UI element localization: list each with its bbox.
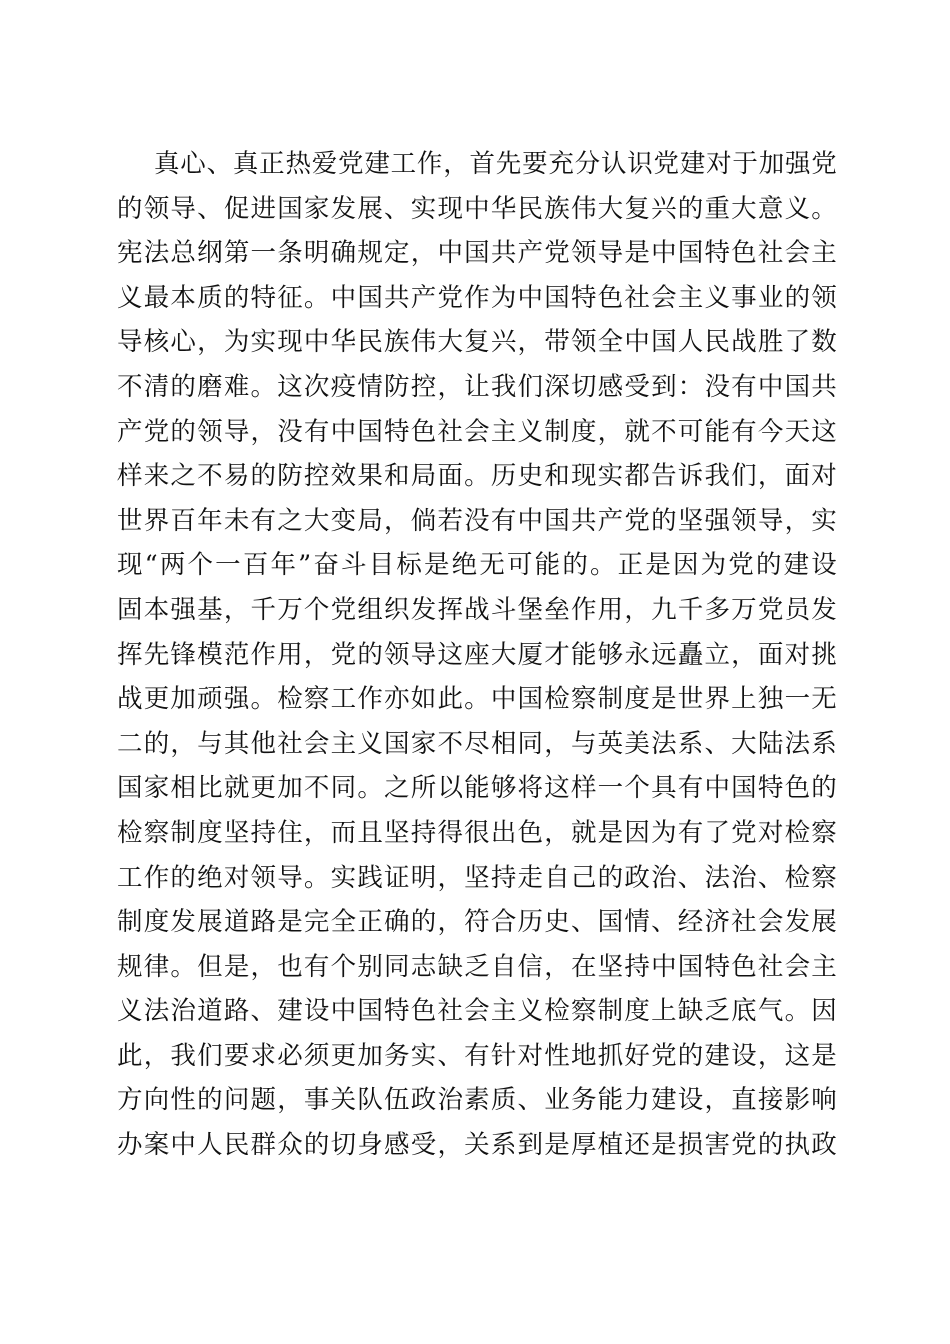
text-line: 二的，与其他社会主义国家不尽相同，与英美法系、大陆法系 <box>117 728 837 759</box>
text-line: 真心、真正热爱党建工作，首先要充分认识党建对于加强党 <box>154 149 837 179</box>
text-line: 义法治道路、建设中国特色社会主义检察制度上缺乏底气。因 <box>117 996 837 1027</box>
text-line: 方向性的问题，事关队伍政治素质、业务能力建设，直接影响 <box>117 1085 837 1116</box>
text-line: 现“两个一百年”奋斗目标是绝无可能的。正是因为党的建设 <box>117 550 837 581</box>
body-paragraph <box>117 142 837 1168</box>
text-line: 办案中人民群众的切身感受，关系到是厚植还是损害党的执政 <box>117 1130 837 1161</box>
text-line: 世界百年未有之大变局，倘若没有中国共产党的坚强领导，实 <box>117 505 837 536</box>
text-line: 挥先锋模范作用，党的领导这座大厦才能够永远矗立，面对挑 <box>117 639 837 670</box>
text-line: 不清的磨难。这次疫情防控，让我们深切感受到：没有中国共 <box>117 371 837 402</box>
text-line: 战更加顽强。检察工作亦如此。中国检察制度是世界上独一无 <box>117 684 837 715</box>
text-line: 国家相比就更加不同。之所以能够将这样一个具有中国特色的 <box>117 773 837 804</box>
text-line: 制度发展道路是完全正确的，符合历史、国情、经济社会发展 <box>117 907 837 938</box>
text-line: 义最本质的特征。中国共产党作为中国特色社会主义事业的领 <box>117 282 837 313</box>
text-line: 样来之不易的防控效果和局面。历史和现实都告诉我们，面对 <box>117 461 837 492</box>
text-line: 导核心，为实现中华民族伟大复兴，带领全中国人民战胜了数 <box>117 327 837 358</box>
text-line: 工作的绝对领导。实践证明，坚持走自己的政治、法治、检察 <box>117 862 837 893</box>
text-line: 的领导、促进国家发展、实现中华民族伟大复兴的重大意义。 <box>117 193 837 224</box>
text-line: 检察制度坚持住，而且坚持得很出色，就是因为有了党对检察 <box>117 817 837 848</box>
text-line: 产党的领导，没有中国特色社会主义制度，就不可能有今天这 <box>117 416 837 447</box>
text-line: 宪法总纲第一条明确规定，中国共产党领导是中国特色社会主 <box>117 238 837 269</box>
text-line: 固本强基，千万个党组织发挥战斗堡垒作用，九千多万党员发 <box>117 594 837 625</box>
text-line: 规律。但是，也有个别同志缺乏自信，在坚持中国特色社会主 <box>117 951 837 982</box>
text-line: 此，我们要求必须更加务实、有针对性地抓好党的建设，这是 <box>117 1040 837 1071</box>
